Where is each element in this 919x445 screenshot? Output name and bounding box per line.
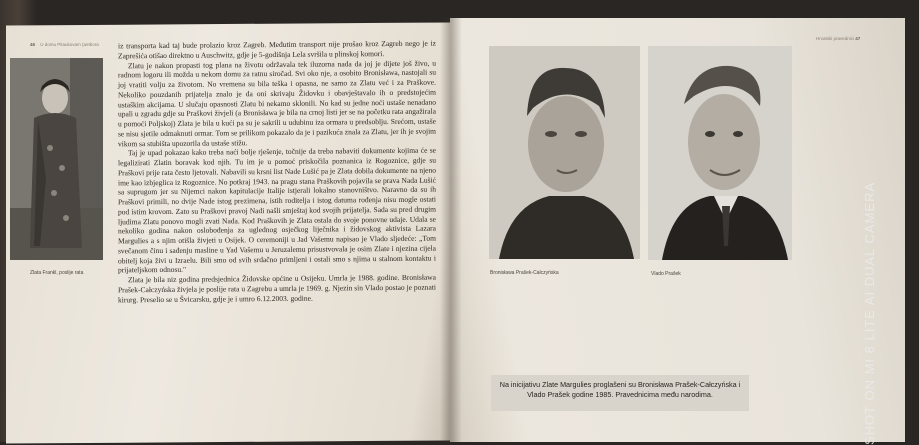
paragraph: iz transporta kad taj bude prolazio kroz Zagreb. Međutim transport nije prošao kroz Zagreb nego je iz Zaprešića otišao direktno u Auschwitz, gdje je 5-godišnja Lela svršila u plinskoj komori. <box>118 38 436 61</box>
photo-bronislawa-drawing <box>489 46 640 259</box>
paragraph: Taj je upad pokazao kako treba naći bolje rješenje, točnije da treba nabaviti dokumente kojima će se legalizirati Zlatin boravak kod njih. Tu im je u pomoć priskočila poznanica iz Rogoznice, gdje su Praškovi prije rata često ljetovali. Nabavili su krsni list Nade Lušić pa je Zlata dobila dokumente na njeno ime kao izbjeglica iz Rogoznice. No potkraj 1943. na pragu stana Praškovih pojavila se prava Nada Lušić sa suprugom jer su Nijemci nakon kapitulacije Italije istjerali lokalno stanovništvo. Naravno da su ih Praškovi primili, no dvije Nade istog prezimena, istih roditelja i istog datuma rođenja nisu mogle ostati pod istim krovom. Zato su Praškovi pravoj Nadi našli smještaj kod svojih prijatelja. Sada su pred drugim ljudima Zlatu ponovo mogli zvati Nada. Kod Praškovih je Zlata ostala do svoje ponovne udaje. Udala se nekoliko godina nakon oslobođenja za uglednog osječkog liječnika i židovskog aktivista Lazara Margulies a s njim otišla živjeti u Osijek. O ceremoniji u Jad Vašemu napisao je Vlado sljedeće: „Tom svečanom činu i sađenju masline u Yad Vašemu u Jeruzalemu prisustvovala je osim Zlate i njezina cijela obitelj koja živi u Izraelu. Bili smo od svih srdačno primljeni i ostali smo s njima u stalnom kontaktu i prijateljskom odnosu." <box>118 145 436 275</box>
right-page-number: 47 <box>855 36 861 41</box>
paragraph: Zlata je bila niz godina predsjednica Židovske općine u Osijeku. Umrla je 1988. godine. Bronisława Prašek-Całczyńska živjela je poslije rata u Zagrebu a umrla je 1969. g. Njezin sin Vlado postao je poznati kirurg. Preselio se u Švicarsku, gdje je i umro 6.12.2003. godine. <box>118 272 436 304</box>
caption-bronislawa: Bronisława Prašek-Całczyńska <box>490 270 559 276</box>
caption-vlado: Vlado Prašek <box>651 271 681 277</box>
body-text <box>118 39 436 407</box>
left-page-header <box>30 42 99 47</box>
book-gutter <box>440 18 462 442</box>
camera-watermark: SHOT ON MI 8 LITE AI DUAL CAMERA <box>862 181 877 445</box>
photo-zlata-frankl <box>10 58 103 260</box>
photo-vlado <box>648 46 792 260</box>
callout-box: Na inicijativu Zlate Margulies proglašeni su Bronisława Prašek-Całczyńska i Vlado Prašek godine 1985. Pravednicima među narodima. <box>491 375 749 411</box>
right-running-title: Hrvatski pravednici <box>816 36 855 41</box>
caption-zlata: Zlata Frankl, poslije rata <box>30 270 84 276</box>
photo-vlado-drawing <box>648 46 792 260</box>
photo-zlata-drawing <box>10 58 103 260</box>
right-page-header <box>816 36 864 41</box>
paragraph: Zlatu je nakon propasti tog plana na životu održavala tek iluzorna nada da joj je dijete još živo, u radnom logoru ili možda u nekom domu za ratnu siročad. Svi oko nje, a osobito Bronisława, nastojali su joj vratiti volju za životom. No vremena su bila teška i opasna, ne samo za Zlatu već i za Praškove. Nekoliko pouzdanih prijatelja znalo je da oni skrivaju Židovku i obavještavalo ih o predstojećim ustaškim akcijama. U slučaju opasnosti Zlatu bi nekamo sklonili. No kad su jedne noći ustaše nenadano upali u zgradu gdje su Praškovi živjeli (a Bronisława je bila na crnoj listi jer se na početku rata angažirala u pomoći Poljskoj) Zlata je bila u kući pa su je sakrili u udubinu iza ormara u predsoblju. Srećom, ustaše se nisu sjetile odmaknuti ormar. Tom se prilikom pokazalo da je i pazikuća znala za Zlatu, jer ih je svojim vikom sa stubišta upozorila da ustaše stižu. <box>118 58 436 148</box>
left-page-number: 46 <box>30 42 36 47</box>
photo-bronislawa <box>489 46 640 259</box>
left-running-title: U domu Pitaukovam (aetbora <box>40 42 99 47</box>
